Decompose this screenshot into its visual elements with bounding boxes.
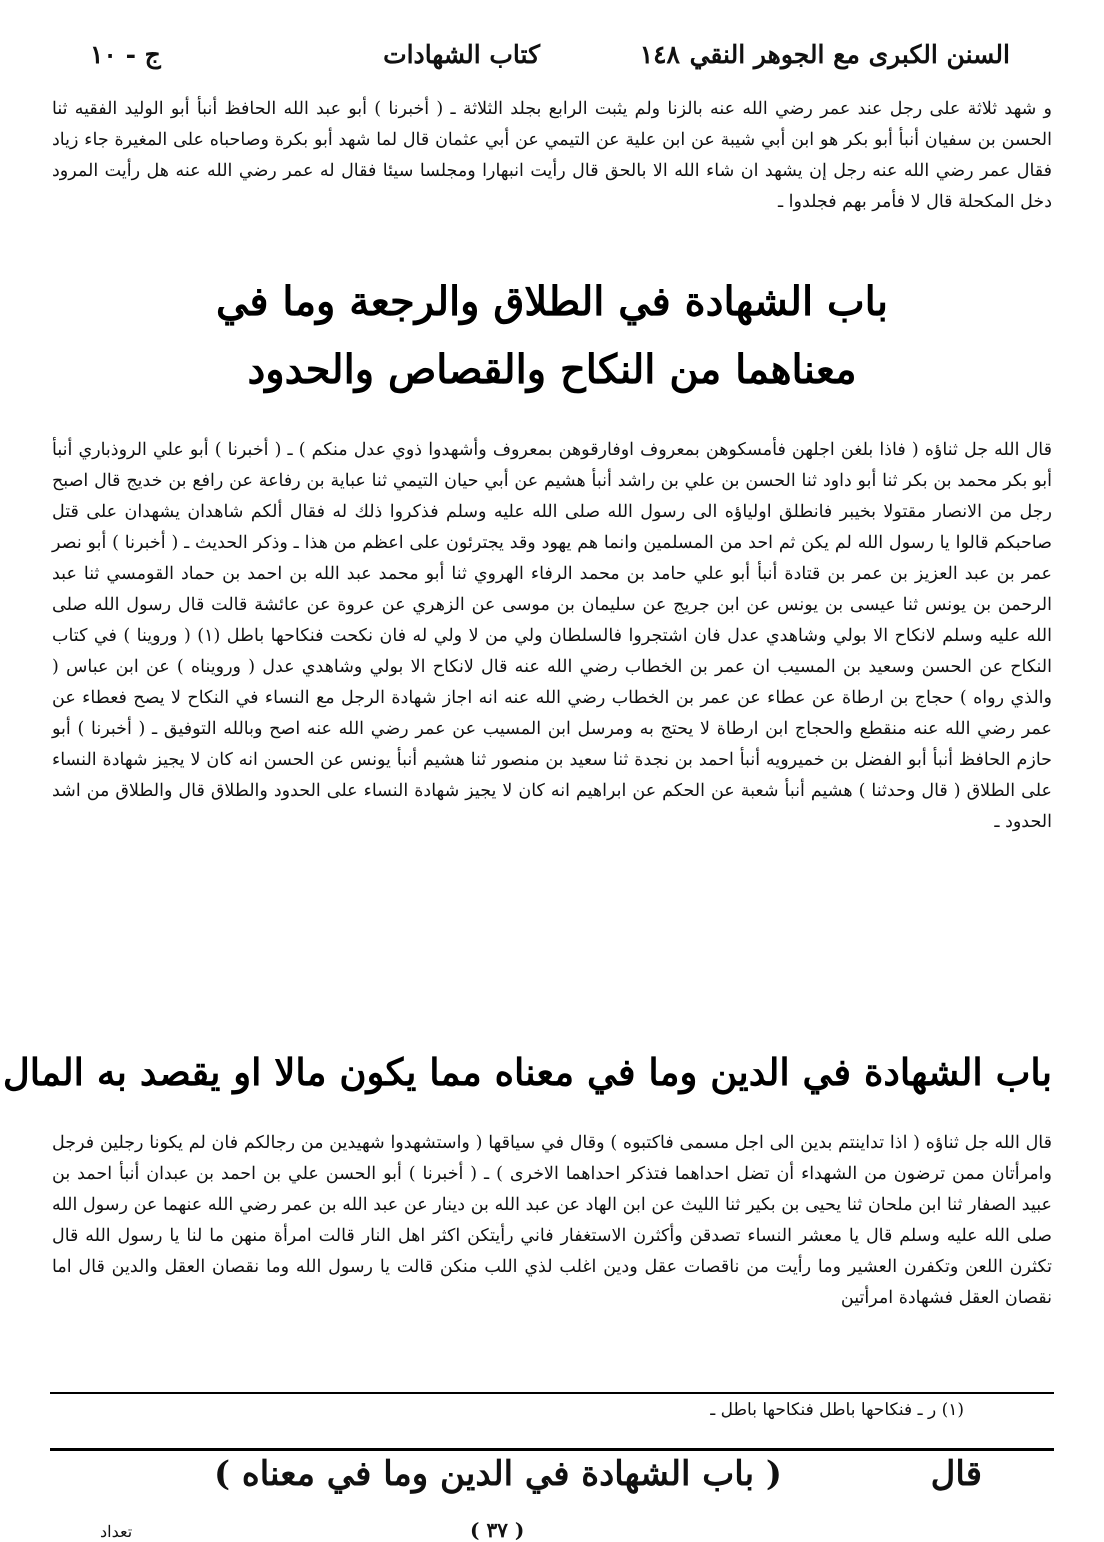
catchword-line — [52, 1454, 1052, 1504]
section-2-body: قال الله جل ثناؤه ( اذا تداينتم بدين الى اجل مسمى فاكتبوه ) وقال في سياقها ( واستشهدوا شهيدين من رجالكم فان لم يكونا رجلين فرجل وامرأتان ممن ترضون من الشهداء أن تضل احداهما فتذكر احداهما الاخرى ) ـ ( أخبرنا ) أبو الحسن علي بن احمد بن عبدان أنبأ احمد بن عبيد الصفار ثنا ابن ملحان ثنا يحيى بن بكير ثنا الليث عن ابن الهاد عن عبد الله بن دينار عن عبد الله بن عمر رضي الله عنهما عن رسول الله صلى الله عليه وسلم قال يا معشر النساء تصدقن وأكثرن الاستغفار فاني رأيتكن اكثر اهل النار قالت امرأة منهن ما لنا يا رسول الله قال تكثرن اللعن وتكفرن العشير وما رأيت من ناقصات عقل ودين اغلب لذي اللب منكن قالت يا رسول الله وما نقصان العقل والدين قال اما نقصان العقل فشهادة امرأتين — [52, 1133, 1052, 1308]
intro-paragraph: و شهد ثلاثة على رجل عند عمر رضي الله عنه بالزنا ولم يثبت الرابع بجلد الثلاثة ـ ( أخبرنا ) أبو عبد الله الحافظ أنبأ أبو الوليد الفقيه ثنا الحسن بن سفيان أنبأ أبو بكر هو ابن أبي شيبة عن ابن علية عن التيمي عن أبي عثمان قال لما شهد أبو بكرة وصاحباه على المغيرة جاء زياد فقال عمر رضي الله عنه رجل إن يشهد ان شاء الله الا بالحق قال رأيت انبهارا ومجلسا سيئا فقال له عمر رضي الله عنه هل رأيت المرود دخل المكحلة قال لا فأمر بهم فجلدوا ـ — [52, 99, 1052, 212]
catchword-title: ( باب الشهادة في الدين وما في معناه ) — [213, 1454, 782, 1494]
section-heading-2: باب الشهادة في الدين وما في معناه مما يكون مالا او يقصد به المال — [2, 1050, 1052, 1094]
book-title: السنن الكبرى مع الجوهر النقي — [689, 40, 1010, 69]
volume-label: ج - ١٠ — [90, 40, 161, 69]
footnote: (١) ر ـ فنكاحها باطل فنكاحها باطل ـ — [710, 1400, 964, 1420]
bottom-divider — [50, 1448, 1054, 1451]
section-heading-line-1: باب الشهادة في الطلاق والرجعة وما في — [216, 278, 888, 325]
footnote-divider — [50, 1392, 1054, 1394]
footer-page-number: ( ٣٧ ) — [470, 1518, 525, 1542]
signature-mark: تعداد — [100, 1522, 133, 1541]
page-number: ١٤٨ — [639, 40, 680, 69]
chapter-title: كتاب الشهادات — [383, 40, 540, 69]
section-1-body: قال الله جل ثناؤه ( فاذا بلغن اجلهن فأمسكوهن بمعروف اوفارقوهن بمعروف وأشهدوا ذوي عدل منكم ) ـ ( أخبرنا ) أبو علي الروذباري أنبأ أبو بكر محمد بن بكر ثنا أبو داود ثنا الحسن بن علي بن راشد أنبأ هشيم عن أبي حيان التيمي ثنا عباية بن رفاعة عن رافع بن خديج قال اصبح رجل من الانصار مقتولا بخيبر فانطلق اولياؤه الى رسول الله صلى الله عليه وسلم فذكروا ذلك له فقال ألكم شاهدان يشهدان على قتل صاحبكم قالوا يا رسول الله لم يكن ثم احد من المسلمين وانما هم يهود وقد يجترئون على اعظم من هذا ـ وذكر الحديث ـ ( أخبرنا ) أبو نصر عمر بن عبد العزيز بن عمر بن قتادة أنبأ أبو علي حامد بن محمد الرفاء الهروي ثنا أبو محمد عبد الله بن احمد بن حماد القومسي ثنا عبد الرحمن بن يونس ثنا عيسى بن يونس عن ابن جريج عن سليمان بن موسى عن الزهري عن عروة عن عائشة قالت قال رسول الله صلى الله عليه وسلم لانكاح الا بولي وشاهدي عدل فان اشتجروا فالسلطان ولي من لا ولي له فان نكحت فنكاحها باطل (١) ( وروينا ) في كتاب النكاح عن الحسن وسعيد بن المسيب ان عمر بن الخطاب رضي الله عنه قال لانكاح الا بولي وشاهدي عدل ( ورويناه ) عن ابن عباس ( والذي رواه ) حجاج بن ارطاة عن عطاء عن عمر بن الخطاب رضي الله عنه انه اجاز شهادة الرجل مع النساء في النكاح لا يصح فعطاء عن عمر رضي الله عنه منقطع والحجاج ابن ارطاة لا يحتج به ومرسل ابن المسيب عن عمر رضي الله عنه اصح وبالله التوفيق ـ ( أخبرنا ) أبو حازم الحافظ أنبأ أبو الفضل بن خميرويه أنبأ احمد بن نجدة ثنا سعيد بن منصور ثنا هشيم أنبأ يونس عن الحسن انه كان لا يجيز شهادة النساء على الطلاق ( قال وحدثنا ) هشيم أنبأ شعبة عن الحكم عن ابراهيم انه كان لا يجيز شهادة النساء على الحدود والطلاق قال والطلاق من اشد الحدود ـ — [52, 440, 1052, 832]
running-header — [90, 40, 1010, 90]
catchword: قال — [930, 1454, 982, 1494]
section-heading-line-2: معناهما من النكاح والقصاص والحدود — [247, 346, 857, 393]
